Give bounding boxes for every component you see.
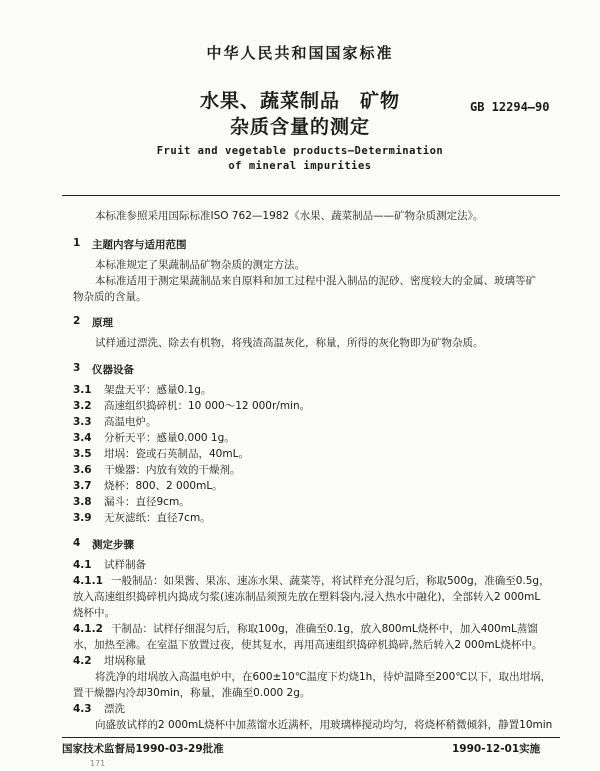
section-4-title: 测定步骤 [92,539,134,551]
item-3-2-text: 高速组织捣碎机：10 000～12 000r/min。 [104,400,311,412]
implementation-date: 1990-12-01实施 [452,743,541,755]
item-3-5-number: 3.5 [73,448,92,460]
title-cn-line2: 杂质含量的测定 [229,116,370,138]
section-4-2-number: 4.2 [73,655,92,667]
section-4-1-number: 4.1 [73,559,92,571]
section-4-1-title: 试样制备 [104,559,146,571]
section-4-1-1-number: 4.1.1 [73,575,103,587]
section-4-number: 4 [73,537,81,549]
item-3-4-number: 3.4 [73,432,92,444]
item-3-6-text: 干燥器：内放有效的干燥剂。 [104,464,241,476]
section-4-2-title: 坩埚称量 [104,655,146,667]
section-4-1-2-line-2: 水，加热至沸。在室温下放置过夜，使其复水，再用高速组织捣碎机捣碎,然后转入2 000mL烧杯中。 [73,639,543,651]
section-1-paragraph-2-line-2: 物杂质的含量。 [73,291,147,303]
bottom-rule [62,737,560,738]
title-en-line2: of mineral impurities [228,160,372,172]
approval-date: 国家技术监督局1990-03-29批准 [62,743,224,755]
section-4-1-2-line-1: 干制品：试样仔细混匀后，称取100g，准确至0.1g，放入800mL烧杯中，加入400mL蒸馏 [111,623,538,635]
section-4-3-title: 漂洗 [104,703,125,715]
item-3-9-text: 无灰滤纸：直径7cm。 [104,512,211,524]
section-4-3-line-1: 向盛放试样的2 000mL烧杯中加蒸馏水近满杯，用玻璃棒搅动均匀，将烧杯稍微倾斜，静置10min [95,719,553,731]
section-4-1-1-line-3: 烧杯中。 [73,607,115,619]
title-en-line1: Fruit and vegetable products—Determination [156,145,444,157]
section-2-number: 2 [73,315,81,327]
item-3-3-text: 高温电炉。 [104,416,157,428]
item-3-7-number: 3.7 [73,480,92,492]
section-2-title: 原理 [92,317,113,329]
section-1-number: 1 [73,237,81,249]
section-4-1-1-line-2: 放入高速组织捣碎机内捣成匀浆(速冻制品须预先放在塑料袋内,浸入热水中融化)，全部转入2 000mL [73,591,541,603]
section-4-1-2-number: 4.1.2 [73,623,103,635]
item-3-1-number: 3.1 [73,384,92,396]
section-4-2-line-2: 置干燥器内冷却30min，称量，准确至0.000 2g。 [73,687,311,699]
top-rule [62,195,560,196]
section-4-1-1-line-1: 一般制品：如果酱、果冻、速冻水果、蔬菜等，将试样充分混匀后，称取500g，准确至0.5g， [111,575,550,587]
section-1-title: 主题内容与适用范围 [92,239,187,251]
item-3-9-number: 3.9 [73,512,92,524]
section-4-3-number: 4.3 [73,703,92,715]
item-3-2-number: 3.2 [73,400,92,412]
section-4-2-line-1: 将洗净的坩埚放入高温电炉中，在600±10℃温度下灼烧1h，待炉温降至200℃以下，取出坩埚， [95,671,552,683]
section-1-paragraph-1: 本标准规定了果蔬制品矿物杂质的测定方法。 [95,259,305,271]
item-3-1-text: 架盘天平：感量0.1g。 [104,384,212,396]
standard-code: GB 12294—90 [470,100,550,114]
section-3-title: 仪器设备 [92,364,134,376]
item-3-7-text: 烧杯：800、2 000mL。 [104,480,223,492]
section-1-paragraph-2-line-1: 本标准适用于测定果蔬制品来自原料和加工过程中混入制品的泥砂、密度较大的金属、玻璃等矿 [95,275,536,287]
section-2-paragraph-1: 试样通过漂洗、除去有机物，将残渣高温灰化，称量，所得的灰化物即为矿物杂质。 [95,337,484,349]
item-3-6-number: 3.6 [73,464,92,476]
item-3-5-text: 坩埚：瓷或石英制品，40mL。 [104,448,249,460]
section-3-number: 3 [73,362,81,374]
standard-header: 中华人民共和国国家标准 [206,44,394,62]
item-3-3-number: 3.3 [73,416,92,428]
item-3-8-text: 漏斗：直径9cm。 [104,496,190,508]
intro-paragraph: 本标准参照采用国际标准ISO 762—1982《水果、蔬菜制品——矿物杂质测定法》。 [95,210,484,222]
item-3-8-number: 3.8 [73,496,92,508]
item-3-4-text: 分析天平：感量0.000 1g。 [104,432,235,444]
title-cn-line1: 水果、蔬菜制品 矿物 [199,90,400,112]
page-number: 171 [90,759,106,768]
